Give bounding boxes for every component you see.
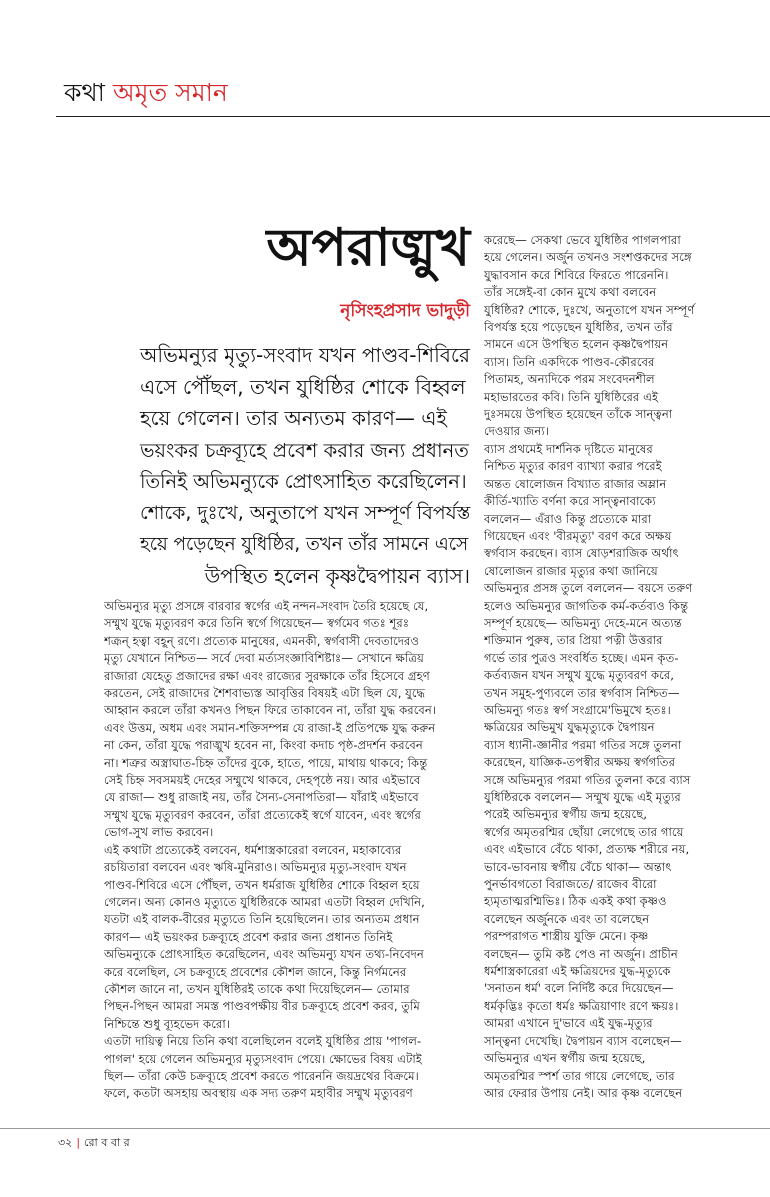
body-line: বললেন— এঁরাও কিন্তু প্রত্যেকে মারা bbox=[484, 511, 652, 526]
lead-line: শোকে, দুঃখে, অনুতাপে যখন সম্পূর্ণ বিপর্যস্ত bbox=[140, 501, 471, 524]
body-line: বিপর্যস্ত হয়ে পড়েছেন যুধিষ্ঠির, তখন তাঁর bbox=[484, 320, 673, 335]
body-line: হলেও অভিমন্যুর জাগতিক কর্ম-কর্তব্যও কিন্তু bbox=[484, 598, 689, 613]
body-line: করেছে— সেকথা ভেবে যুধিষ্ঠির পাগলপারা bbox=[484, 233, 681, 247]
body-line: শত্রূন্ হত্বা বহূন্ রণে। প্রত্যেক মানুষের, এমনকী, স্বর্গবাসী দেবতাদেরও bbox=[104, 633, 420, 648]
body-line: পাগল' হয়ে গেলেন অভিমন্যুর মৃত্যুসংবাদ পেয়ে। ক্ষোভের বিষয় এটাই bbox=[104, 1051, 422, 1066]
body-line: আর ফেরার উপায় নেই। আর কৃষ্ণ বলেছেন bbox=[484, 1085, 683, 1100]
body-line: কারণ— এই ভয়ংকর চক্রব্যূহে প্রবেশ করার জন্য প্রধানত তিনিই bbox=[104, 929, 393, 944]
body-line: পাণ্ডব-শিবিরে এসে পৌঁছল, তখন ধর্মরাজ যুধিষ্ঠির শোকে বিহ্বল হয়ে bbox=[104, 877, 420, 892]
magazine-name: রো ব বা র bbox=[84, 1136, 130, 1149]
body-line: ভাবে-ভাবনায় স্বর্গীয় বেঁচে থাকা— অন্তাৎ bbox=[484, 859, 672, 874]
body-line: স্বর্গবাস করছেন। ব্যাস ষোড়শরাজিক অর্থাৎ bbox=[484, 546, 679, 561]
body-line: অভিমন্যু গতঃ স্বর্গ সংগ্রামে'ভিমুখে হতঃ। bbox=[484, 702, 671, 717]
body-line: গর্ভে তার পুত্রও সংবর্ধিত হচ্ছে। এমন কৃত- bbox=[484, 650, 679, 665]
body-line: ব্যাস ধ্যানী-জ্ঞানীর পরমা গতির সঙ্গে তুলনা bbox=[484, 737, 682, 752]
lead-line: এসে পৌঁছল, তখন যুধিষ্ঠির শোকে বিহ্বল bbox=[140, 374, 466, 399]
body-line: ষোলোজন রাজার মৃত্যুর কথা জানিয়ে bbox=[484, 563, 658, 578]
body-line: ধর্মকৃদ্ভিঃ কৃতো ধর্মঃ ক্ষত্রিয়াণাং রণে ক্ষয়ঃ। bbox=[484, 998, 679, 1013]
body-line: মৃত্যু যেখানে নিশ্চিত— সর্বে দেবা মর্ত্যসংজ্ঞাবিশিষ্টাঃ— সেখানে ক্ষত্রিয় bbox=[104, 651, 424, 666]
body-line: সঙ্গে অভিমন্যুর পরমা গতির তুলনা করে ব্যাস bbox=[484, 772, 691, 787]
body-line: পরেই অভিমন্যুর স্বর্গীয় জন্ম হয়েছে, bbox=[484, 807, 647, 822]
body-line: গিয়েছেন এবং 'বীরমৃত্যু' বরণ করে অক্ষয় bbox=[484, 528, 672, 543]
section-heading-word1: কথা bbox=[64, 78, 105, 107]
article-author: নৃসিংহপ্রসাদ ভাদুড়ী bbox=[340, 301, 470, 321]
body-line: পিছন-পিছন আমরা সমস্ত পাণ্ডবপক্ষীয় বীর চক্রব্যূহে প্রবেশ করব, তুমি bbox=[104, 999, 420, 1014]
body-line: কর্তব্যজন যখন সম্মুখ যুদ্ধে মৃত্যুবরণ করে, bbox=[484, 668, 674, 683]
body-line: পিতামহ, অন্যদিকে পরম সংবেদনশীল bbox=[484, 372, 655, 387]
body-line: করতেন, সেই রাজাদের শৈশবাভ্যস্ত আবৃত্তির বিষয়ই এটা ছিল যে, যুদ্ধে bbox=[104, 686, 426, 701]
body-line: করেছেন, যাজ্ঞিক-তপস্বীর অক্ষয় স্বর্গগতির bbox=[484, 755, 676, 770]
body-line: পুনর্ভাবগতো বিরাজতে/ রাজেব বীরো bbox=[484, 877, 657, 892]
page-footer bbox=[58, 1134, 130, 1153]
body-line: অভিমন্যুর এখন স্বর্গীয় জন্ম হয়েছে, bbox=[484, 1051, 646, 1066]
body-line: ছিল— তাঁরা কেউ চক্রব্যূহে প্রবেশ করতে পারেননি জয়দ্রথের বিক্রমে। bbox=[104, 1068, 419, 1083]
body-line: ব্যাস প্রথমেই দার্শনিক দৃষ্টিতে মানুষের bbox=[484, 441, 653, 456]
body-line: তাঁর সঙ্গেই-বা কোন মুখে কথা বলবেন bbox=[484, 285, 657, 300]
body-line: অভিমন্যুকে প্রোৎসাহিত করেছিলেন, এবং অভিমন্যু যখন তথ্য-নিবেদন bbox=[104, 947, 424, 962]
body-line: ভোগ-সুখ লাভ করবেন। bbox=[104, 825, 214, 840]
body-line: তখন সমুহ-পুণ্যবলে তার স্বর্গবাস নিশ্চিত— bbox=[484, 685, 680, 700]
article-body-right-column bbox=[484, 232, 714, 1102]
lead-line: হয়ে পড়েছেন যুধিষ্ঠির, তখন তাঁর সামনে এসে bbox=[140, 534, 469, 555]
body-line: যুধিষ্ঠিরকে বললেন— সম্মুখ যুদ্ধে এই মৃত্যুর bbox=[484, 790, 681, 804]
body-line: সান্ত্বনা দেখেছি। দ্বৈপায়ন ব্যাস বলেছেন— bbox=[484, 1033, 682, 1048]
lead-line: উপস্থিত হলেন কৃষ্ণদ্বৈপায়ন ব্যাস। bbox=[204, 563, 470, 588]
body-line: পরম্পরাগত শাস্ত্রীয় যুক্তি মেনে। কৃষ্ণ bbox=[484, 929, 649, 944]
section-heading bbox=[64, 80, 228, 105]
body-line: না। শত্রুর অস্ত্রাঘাত-চিহ্ন তাঁদের বুকে, হাতে, পায়ে, মাথায় থাকবে; কিন্তু bbox=[104, 755, 428, 770]
body-line: দেওয়ার জন্য। bbox=[484, 424, 549, 439]
body-line: অভিমন্যুর মৃত্যু প্রসঙ্গে বারবার স্বর্গের এই নন্দন-সংবাদ তৈরি হয়েছে যে, bbox=[104, 599, 429, 613]
lead-line: হয়ে গেলেন। তার অন্যতম কারণ— এই bbox=[140, 406, 447, 430]
body-line: হ্যমৃতাত্মরশ্মিভিঃ। ঠিক একই কথা কৃষ্ণও bbox=[484, 894, 667, 909]
body-line: শক্তিমান পুরুষ, তার প্রিয়া পত্নী উত্তরার bbox=[484, 633, 663, 648]
footer-separator: | bbox=[76, 1136, 81, 1149]
body-line: 'সনাতন ধর্ম' বলে নির্দিষ্ট করে দিয়েছেন— bbox=[484, 981, 674, 996]
body-line: ফলে, কতটা অসহায় অবস্থায় এক সদ্য তরুণ মহাবীর সম্মুখ মৃত্যুবরণ bbox=[104, 1086, 413, 1101]
footer-rule bbox=[0, 1128, 770, 1129]
article-title: অপরাঙ্মুখ bbox=[266, 217, 470, 278]
header-rule bbox=[56, 116, 770, 117]
body-line: ব্যাস। তিনি একদিকে পাণ্ডব-কৌরবের bbox=[484, 354, 655, 369]
body-line: নিশ্চিন্তে শুধু ব্যূহভেদ করো। bbox=[104, 1016, 230, 1031]
body-line: রচয়িতারা বলবেন এবং ঋষি-মুনিরাও। অভিমন্যুর মৃত্যু-সংবাদ যখন bbox=[104, 860, 407, 875]
lead-line: অভিমন্যুর মৃত্যু-সংবাদ যখন পাণ্ডব-শিবিরে bbox=[140, 343, 470, 367]
body-line: নিশ্চিত মৃত্যুর কারণ ব্যাখ্যা করার পরেই bbox=[484, 459, 662, 474]
body-line: আহ্বান করলে তাঁরা কখনও পিছন ফিরে তাকাবেন না, তাঁরা যুদ্ধ করবেন। bbox=[104, 703, 437, 718]
lead-line: ভয়ংকর চক্রব্যূহে প্রবেশ করার জন্য প্রধানত bbox=[140, 438, 469, 462]
body-line: বলছেন— তুমি কষ্ট পেও না অর্জুন। প্রাচীন bbox=[484, 946, 678, 961]
body-line: না কেন, তাঁরা যুদ্ধে পরাঙ্মুখ হবেন না, কিংবা কদাচ পৃষ্ঠ-প্রদর্শন করবেন bbox=[104, 738, 423, 753]
body-line: হয়ে গেলেন। অর্জুন তখনও সংশপ্তকদের সঙ্গে bbox=[484, 250, 692, 265]
body-line: করে বলেছিল, সে চক্রব্যূহে প্রবেশের কৌশল জানে, কিন্তু নির্গমনের bbox=[104, 964, 407, 979]
body-line: অমৃতরশ্মির স্পর্শ তার গায়ে লেগেছে, তার bbox=[484, 1068, 675, 1083]
body-line: কীর্তি-খ্যাতি বর্ণনা করে সান্ত্বনাবাক্যে bbox=[484, 494, 656, 509]
body-line: সামনে এসে উপস্থিত হলেন কৃষ্ণদ্বৈপায়ন bbox=[484, 337, 669, 352]
body-line: কৌশল জানে না, তখন যুধিষ্ঠিরই তাকে কথা দিয়েছিলেন— তোমার bbox=[104, 981, 410, 996]
body-line: এতটা দায়িত্ব নিয়ে তিনি কথা বলেছিলেন বলেই যুধিষ্ঠির প্রায় 'পাগল- bbox=[104, 1034, 422, 1049]
body-line: যুধিষ্ঠির? শোকে, দুঃখে, অনুতাপে যখন সম্পূর্ণ bbox=[484, 302, 695, 317]
lead-line: তিনিই অভিমন্যুকে প্রোৎসাহিত করেছিলেন। bbox=[140, 470, 467, 493]
body-line: অভিমন্যুর প্রসঙ্গ তুলে বললেন— বয়সে তরুণ bbox=[484, 581, 693, 596]
body-line: রাজারা যেহেতু প্রজাদের রক্ষা এবং রাজ্যের সুরক্ষাকে তাঁর হিসেবে গ্রহণ bbox=[104, 668, 430, 683]
body-line: সম্পূর্ণ হয়েছে— অভিমন্যু দেহে-মনে অত্যন্ত bbox=[484, 615, 682, 630]
body-line: স্বর্গের অমৃতরশ্মির ছোঁয়া লেগেছে তার গায়ে bbox=[484, 824, 684, 839]
body-line: বলেছেন অর্জুনকে এবং তা বলেছেন bbox=[484, 911, 650, 926]
section-heading-word2: অমৃত সমান bbox=[112, 78, 228, 107]
body-line: এবং উত্তম, অধম এবং সমান-শক্তিসম্পন্ন যে রাজা-ই প্রতিপক্ষে যুদ্ধ করুন bbox=[104, 720, 436, 735]
body-line: ক্ষত্রিয়ের অভিমুখ যুদ্ধমৃত্যুকে দ্বৈপায়ন bbox=[484, 720, 655, 735]
body-line: যে রাজা— শুধু রাজাই নয়, তাঁর সৈন্য-সেনাপতিরা— যাঁরাই এইভাবে bbox=[104, 790, 419, 805]
body-line: সেই চিহ্ন সবসময়ই দেহের সম্মুখে থাকবে, দেহপৃষ্ঠে নয়। আর এইভাবে bbox=[104, 773, 421, 788]
body-line: দুঃসময়ে উপস্থিত হয়েছেন তাঁকে সান্ত্বনা bbox=[484, 407, 673, 422]
body-line: সম্মুখ যুদ্ধে মৃত্যুবরণ করবেন, তাঁরা প্রত্যেকেই স্বর্গে যাবেন, এবং স্বর্গের bbox=[104, 807, 421, 822]
article-body-left-column bbox=[104, 598, 474, 1103]
page-number: ৩২ bbox=[58, 1136, 73, 1149]
body-line: আমরা এখানে দু'ভাবে এই যুদ্ধ-মৃত্যুর bbox=[484, 1016, 653, 1031]
body-line: এই কথাটা প্রত্যেকেই বলবেন, ধর্মশাস্ত্রকারেরা বলবেন, মহাকাব্যের bbox=[104, 842, 402, 857]
body-line: যতটা এই বালক-বীরের মৃত্যুতে তিনি হয়েছিলেন। তার অন্যতম প্রধান bbox=[104, 912, 420, 927]
body-line: গেলেন। অন্য কোনও মৃত্যুতে যুধিষ্ঠিরকে আমরা এতটা বিহ্বল দেখিনি, bbox=[104, 894, 425, 909]
body-line: মহাভারতের কবি। তিনি যুধিষ্ঠিরের এই bbox=[484, 389, 659, 404]
article-lead bbox=[140, 340, 470, 592]
body-line: অন্তত ষোলোজন বিখ্যাত রাজার অম্লান bbox=[484, 476, 667, 491]
body-line: ধর্মশাস্ত্রকারেরা এই ক্ষত্রিয়দের যুদ্ধ-মৃত্যুকে bbox=[484, 964, 671, 979]
body-line: এবং এইভাবে বেঁচে থাকা, প্রত্যক্ষ শরীরে নয়, bbox=[484, 842, 690, 857]
body-line: যুদ্ধাবসান করে শিবিরে ফিরতে পারেননি। bbox=[484, 267, 669, 282]
body-line: সম্মুখ যুদ্ধে মৃত্যুবরণ করে তিনি স্বর্গে গিয়েছেন— স্বর্গমেব গতঃ শূরঃ bbox=[104, 616, 410, 631]
